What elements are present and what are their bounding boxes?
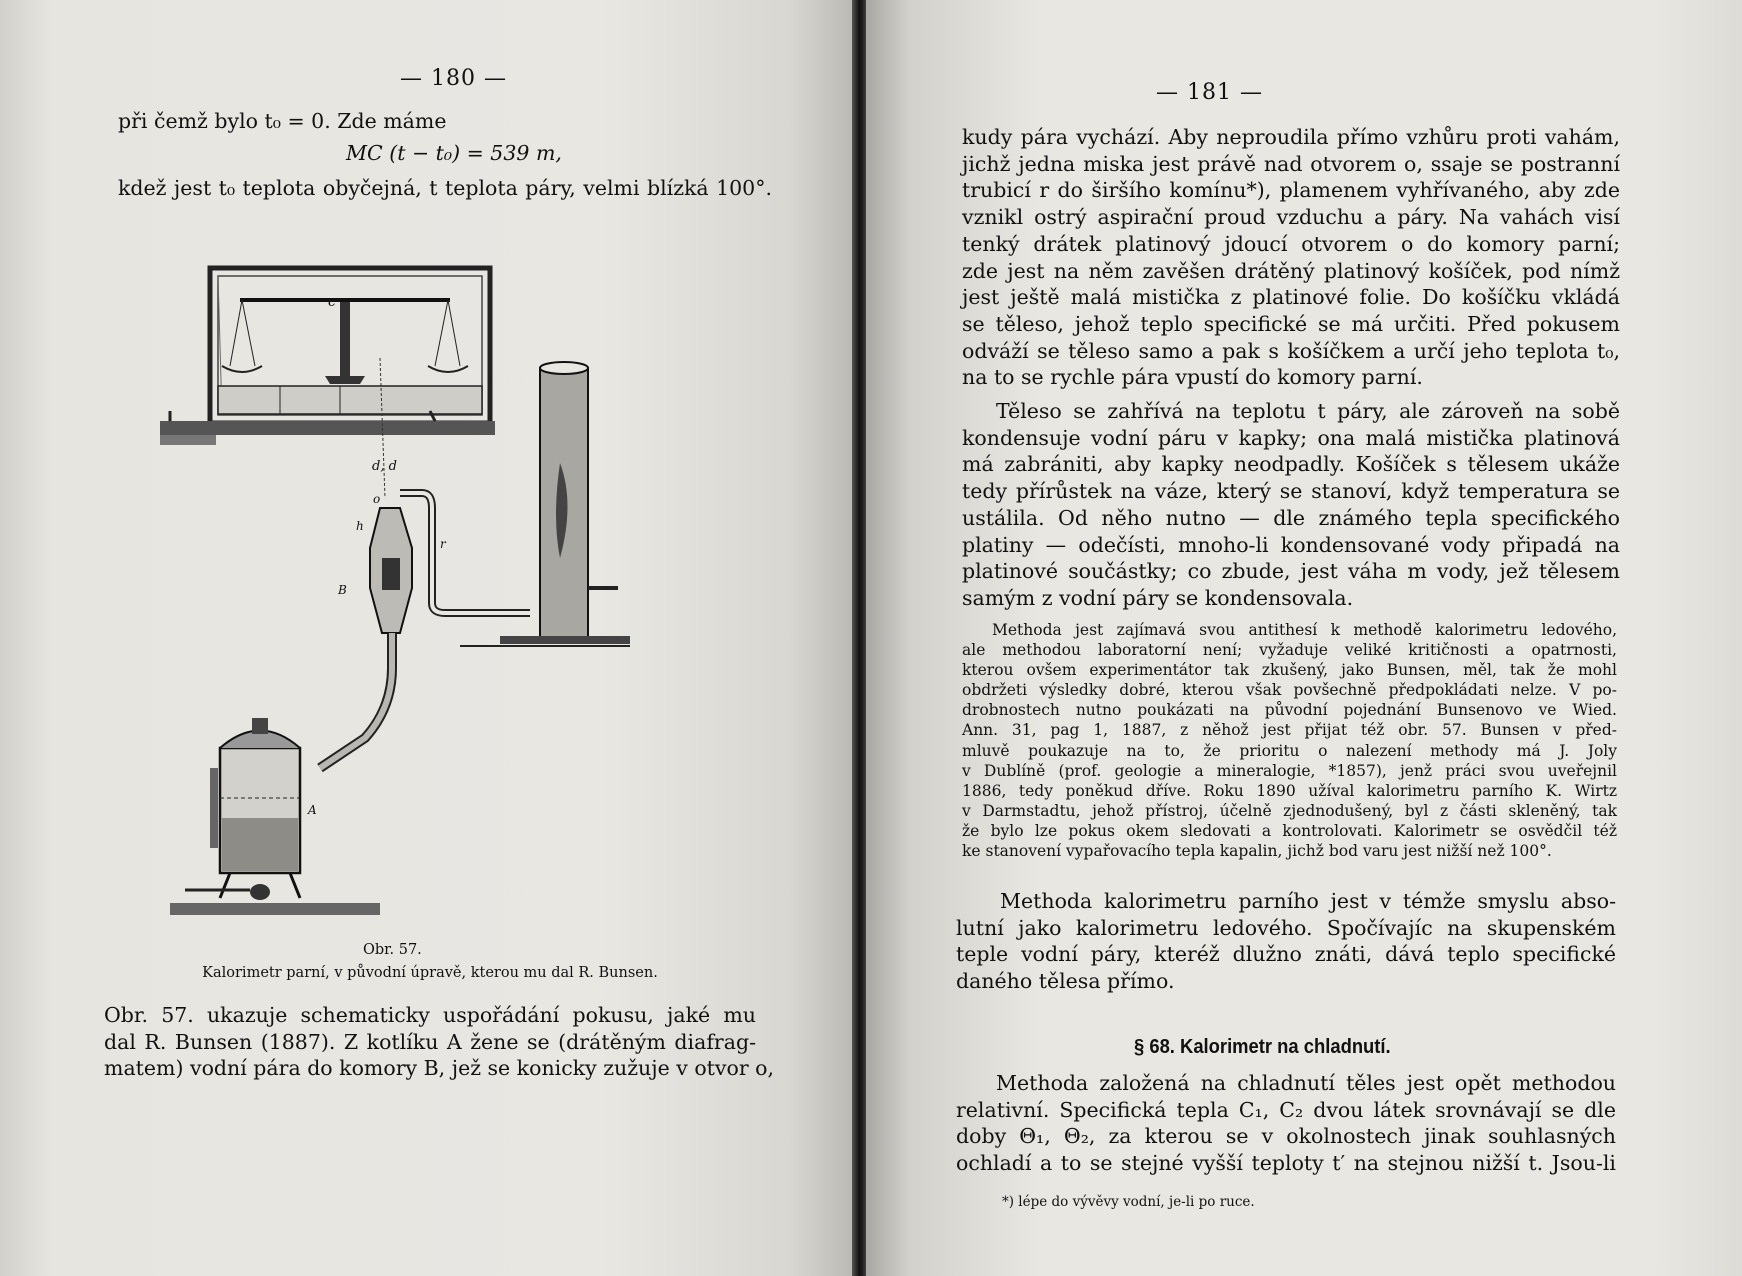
paragraph: kudy pára vychází. Aby neproudila přímo vzhůru proti vahám, jichž jedna miska jest právě nad otvorem o, ssaje se postranní trubicí r do širšího komínu*), plamenem vyhřívaného, aby zde vznikl ostrý aspirační proud vzduchu a páry. Na vahách visí tenký drátek platinový jdoucí otvorem o do komory parní; zde jest na něm zavěšen drátěný platinový košíček, pod nímž jest ještě malá mistička z platinové folie. Do košíčku vkládá se těleso, jehož teplo specifické se má určiti. Před pokusem odváží se těleso samo a pak s košíčkem a určí jeho teplota t₀, na to se rychle pára vpustí do komory parní.	[962, 125, 1620, 390]
section-heading: § 68. Kalorimetr na chladnutí.	[1134, 1036, 1391, 1058]
label-c: c	[328, 294, 336, 310]
equation: MC (t − t₀) = 539 m,	[346, 141, 562, 165]
figure-caption-text: Kalorimetr parní, v původní úpravě, kterou mu dal R. Bunsen.	[202, 965, 658, 981]
text-line: při čemž bylo t₀ = 0. Zde máme	[118, 109, 447, 133]
connecting-tube	[320, 633, 392, 768]
table	[160, 421, 495, 435]
page-number: — 180 —	[400, 66, 507, 91]
text-line: kdež jest t₀ teplota obyčejná, t teplota páry, velmi blízká 100°.	[118, 176, 772, 200]
paragraph: Methoda kalorimetru parního jest v témže smyslu abso- lutní jako kalorimetru ledového. Spočívajíc na skupenském teple vodní páry, kteréž dlužno znáti, dává teplo specifické daného tělesa přímo.	[956, 889, 1616, 994]
label-d: d, d	[372, 459, 397, 474]
balance-post	[340, 298, 350, 378]
right-page	[866, 0, 1742, 1276]
figure-caption: Obr. 57.	[363, 942, 422, 958]
small-print-note: Methoda jest zajímavá svou antithesí k methodě kalorimetru ledového, ale methodou laboratorní není; vyžaduje veliké kritičnosti a opatrnosti, kterou ovšem experimentátor tak zkušený, jako Bunsen, měl, tak že mohl obdržeti výsledky dobré, kterou však povšechně předpokládati nelze. V po- drobnostech nutno poukázati na původní pojednání Bunsenovo ve Wied. Ann. 31, pag 1, 1887, z něhož jest přijat též obr. 57. Bunsen v před- mluvě poukazuje na to, že prioritu o nalezení methody má J. Joly v Dublíně (prof. geologie a mineralogie, *1857), jenž práci svou uveřejnil 1886, tedy poněkud dříve. Roku 1890 užíval kalorimetru parního K. Wirtz v Darmstadtu, jehož přístroj, účelně zjednodušený, byl z části skleněný, tak že bylo lze pokus okem sledovati a kontrolovati. Kalorimetr se osvědčil též ke stanovení vypařovacího tepla kapalin, jichž bod varu jest nižší než 100°.	[962, 621, 1617, 861]
label-h: h	[356, 519, 364, 533]
base-board	[170, 903, 380, 915]
figure-steam-calorimeter	[160, 258, 720, 1023]
label-r: r	[440, 537, 446, 551]
label-o: o	[373, 492, 381, 506]
paragraph: Obr. 57. ukazuje schematicky uspořádání pokusu, jaké mu dal R. Bunsen (1887). Z kotlíku A žene se (drátěným diafrag- matem) vodní pára do komory B, jež se konicky zužuje v otvor o,	[104, 1003, 774, 1081]
paragraph: Těleso se zahřívá na teplotu t páry, ale zároveň na sobě kondensuje vodní páru v kapky; ona malá mistička platinová má zabrániti, aby kapky neodpadly. Košíček s tělesem ukáže tedy přírůstek na váze, který se stanoví, když temperatura se ustálila. Od něho nutno — dle známého tepla specifického platiny — odečísti, mnoho-li kondensované vody připadá na platinové součástky; co zbude, jest váha m vody, jež tělesem samým z vodní páry se kondensovala.	[962, 399, 1620, 610]
footnote: *) lépe do vývěvy vodní, je-li po ruce.	[1002, 1194, 1255, 1210]
label-A: A	[308, 803, 317, 817]
left-page	[0, 0, 858, 1276]
paragraph: Methoda založená na chladnutí těles jest opět methodou relativní. Specifická tepla C₁, C₂ dvou látek srovnávají se dle doby Θ₁, Θ₂, za kterou se v okolnostech jinak souhlasných ochladí a to se stejné vyšší teploty t′ na stejnou nižší t. Jsou-li	[956, 1071, 1616, 1176]
side-tube	[400, 493, 530, 613]
page-number: — 181 —	[1156, 80, 1263, 105]
label-B: B	[338, 583, 347, 597]
